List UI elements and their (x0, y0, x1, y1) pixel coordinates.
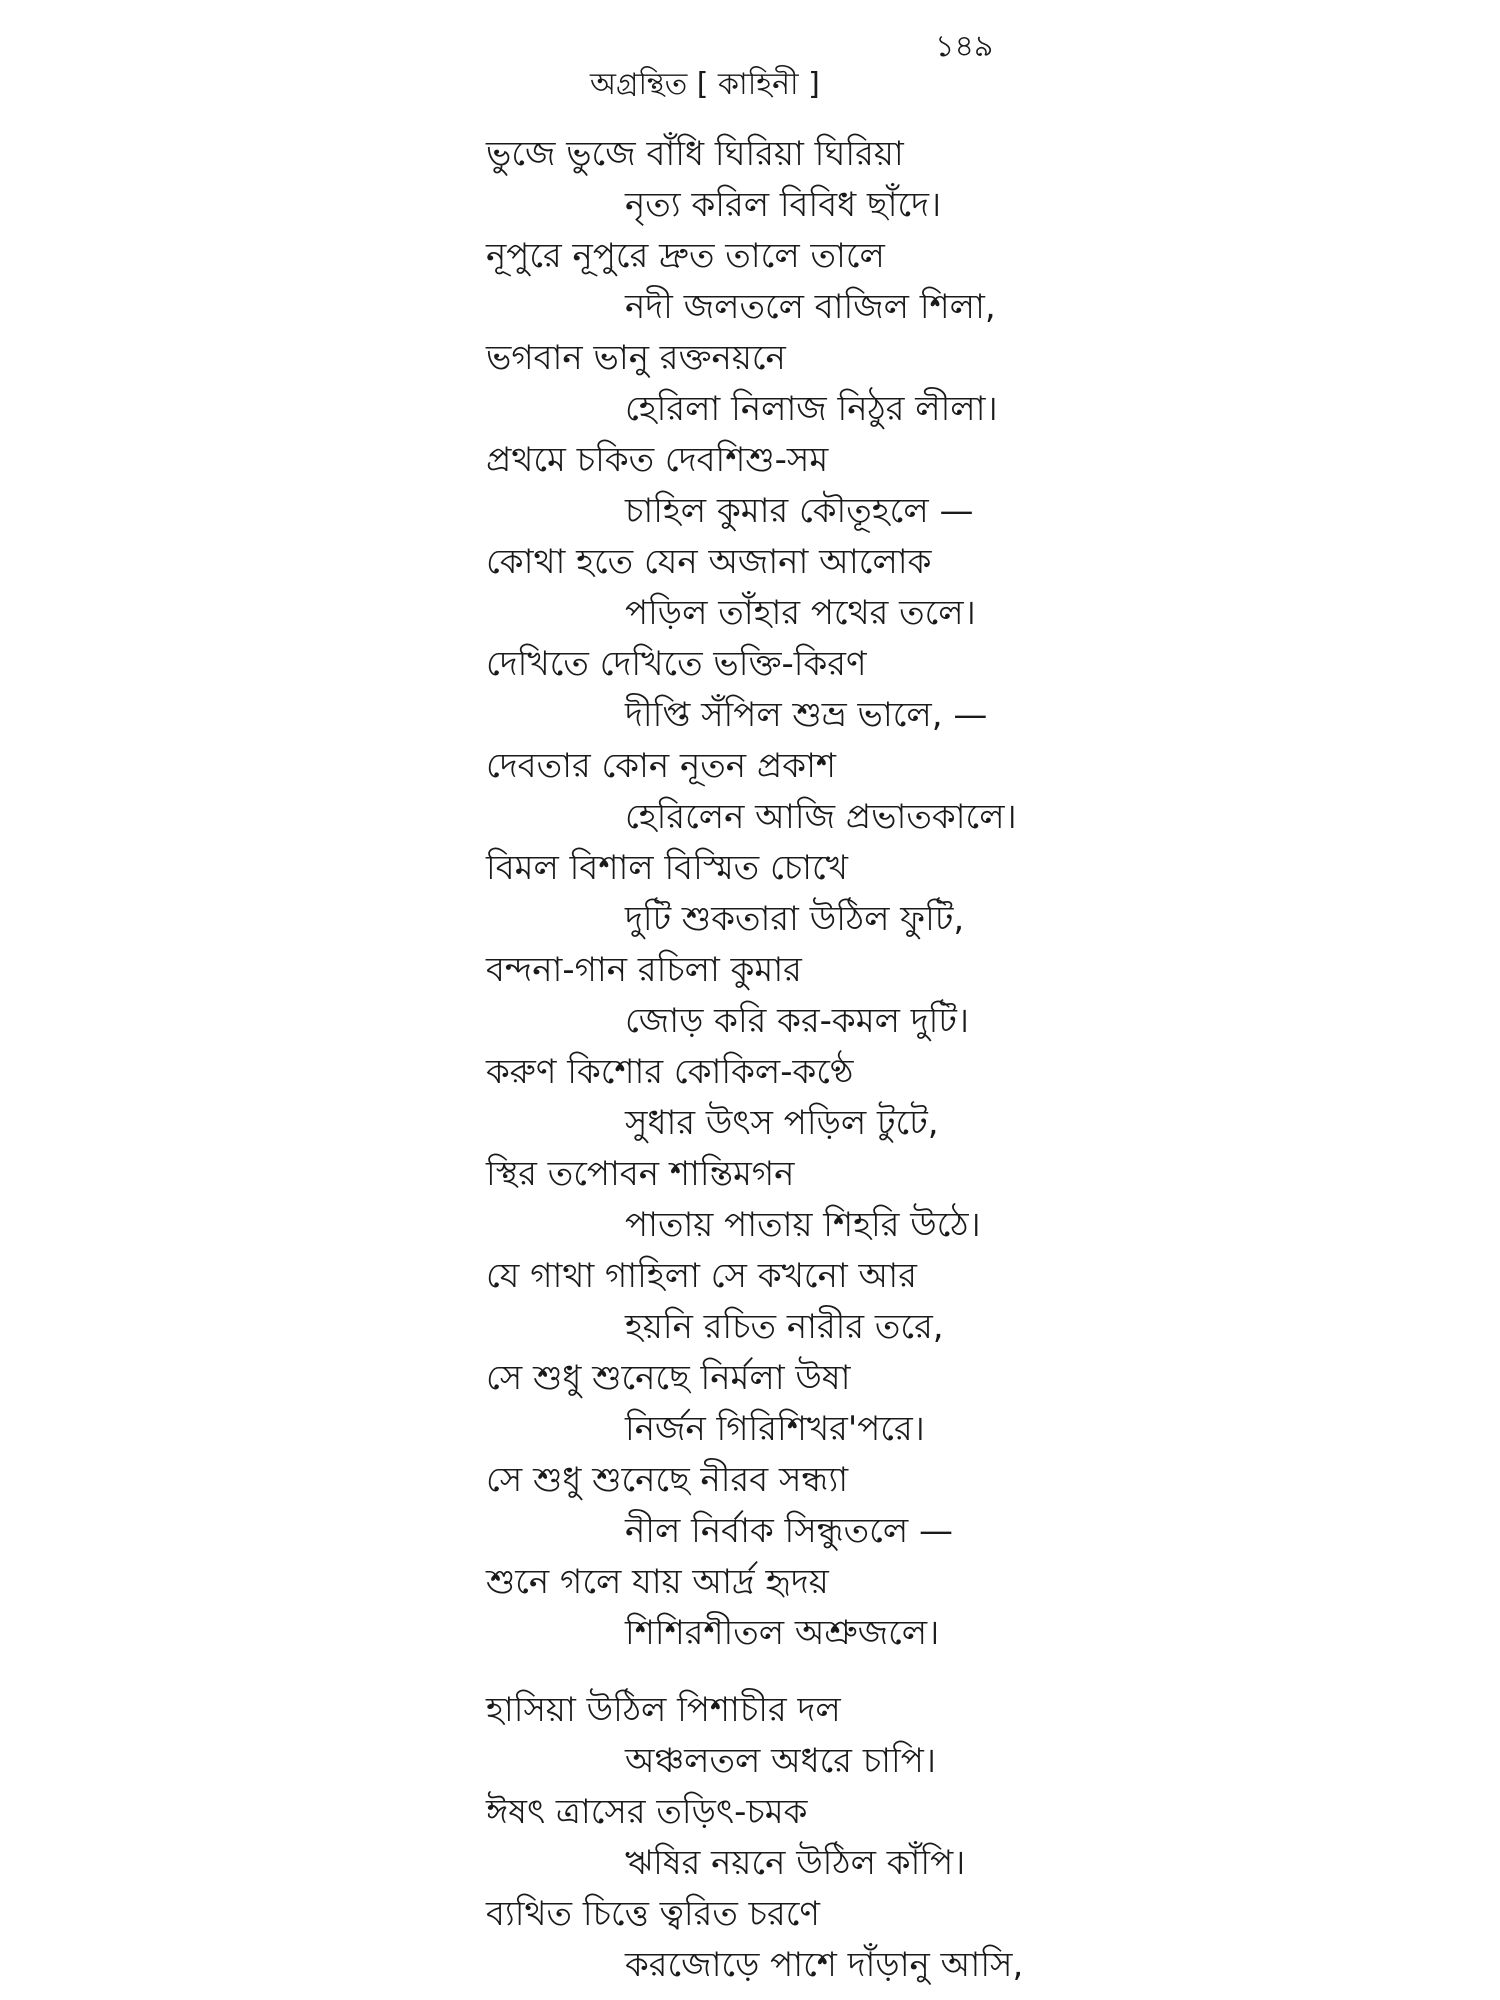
poem-line: হয়নি রচিত নারীর তরে, (625, 1307, 944, 1347)
poem-line: জোড় করি কর-কমল দুটি। (625, 1001, 970, 1041)
poem-line: ভুজে ভুজে বাঁধি ঘিরিয়া ঘিরিয়া (486, 134, 904, 174)
poem-line: দুটি শুকতারা উঠিল ফুটি, (625, 899, 965, 939)
poem-line: দীপ্তি সঁপিল শুভ্র ভালে, — (625, 695, 988, 735)
page-number: ১৪৯ (935, 29, 994, 64)
poem-line: হেরিলা নিলাজ নিঠুর লীলা। (625, 389, 998, 429)
poem-line: করুণ কিশোর কোকিল-কণ্ঠে (486, 1052, 854, 1092)
poem-line: হেরিলেন আজি প্রভাতকালে। (625, 797, 1017, 837)
poem-line: ঋষির নয়নে উঠিল কাঁপি। (625, 1843, 966, 1883)
poem-line: স্থির তপোবন শান্তিমগন (486, 1154, 795, 1194)
poem-line: শুনে গলে যায় আর্দ্র হৃদয় (486, 1562, 829, 1602)
poem-line: শিশিরশীতল অশ্রুজলে। (625, 1613, 940, 1653)
poem-line: ব্যথিত চিত্তে ত্বরিত চরণে (486, 1894, 820, 1934)
poem-line: কোথা হতে যেন অজানা আলোক (486, 542, 932, 582)
poem-line: সে শুধু শুনেছে নীরব সন্ধ্যা (486, 1460, 849, 1500)
poem-line: চাহিল কুমার কৌতূহলে — (625, 491, 974, 531)
poem-line: সুধার উৎস পড়িল টুটে, (625, 1103, 939, 1143)
poem-line: প্রথমে চকিত দেবশিশু-সম (486, 440, 829, 480)
poem-line: পড়িল তাঁহার পথের তলে। (625, 593, 976, 633)
poem-line: নদী জলতলে বাজিল শিলা, (625, 287, 996, 327)
poem-line: নৃত্য করিল বিবিধ ছাঁদে। (625, 185, 942, 225)
poem-line: যে গাথা গাহিলা সে কখনো আর (486, 1256, 917, 1296)
poem-line: ঈষৎ ত্রাসের তড়িৎ-চমক (486, 1792, 808, 1832)
poem-line: সে শুধু শুনেছে নির্মলা উষা (486, 1358, 851, 1398)
poem-line: নির্জন গিরিশিখর'পরে। (625, 1409, 925, 1449)
poem-line: দেখিতে দেখিতে ভক্তি-কিরণ (486, 644, 867, 684)
poem-line: করজোড়ে পাশে দাঁড়ানু আসি, (625, 1945, 1024, 1985)
poem-line: অঞ্চলতল অধরে চাপি। (625, 1741, 936, 1781)
running-header: অগ্রন্থিত [ কাহিনী ] (590, 67, 820, 102)
poem-line: নূপুরে নূপুরে দ্রুত তালে তালে (486, 236, 885, 276)
poem-line: দেবতার কোন নূতন প্রকাশ (486, 746, 837, 786)
poem-line: পাতায় পাতায় শিহরি উঠে। (625, 1205, 981, 1245)
poem-line: বিমল বিশাল বিস্মিত চোখে (486, 848, 848, 888)
poem-line: নীল নির্বাক সিন্ধুতলে — (625, 1511, 953, 1551)
poem-line: হাসিয়া উঠিল পিশাচীর দল (486, 1690, 841, 1730)
poem-line: ভগবান ভানু রক্তনয়নে (486, 338, 786, 378)
poem-line: বন্দনা-গান রচিলা কুমার (486, 950, 802, 990)
